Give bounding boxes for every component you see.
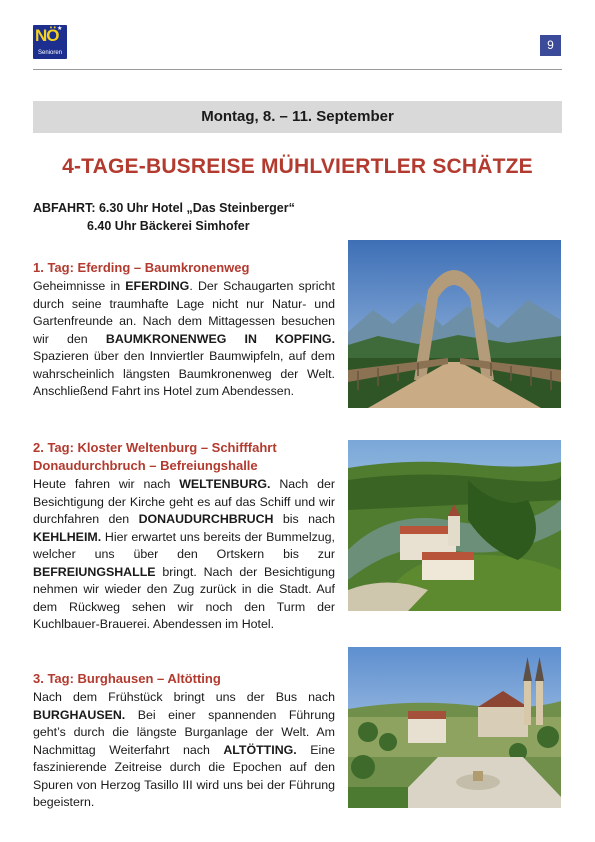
altoetting-town-photo <box>348 647 561 808</box>
text-run: bis nach <box>273 512 336 526</box>
departure-info <box>33 199 295 235</box>
highlighted-place: BAUMKRONENWEG IN KOPFING. <box>105 331 336 346</box>
treetop-walk-photo <box>348 240 561 408</box>
highlighted-place: EFERDING <box>125 279 190 293</box>
day-description <box>33 278 335 401</box>
noe-senioren-logo <box>33 25 67 59</box>
page-title: 4-TAGE-BUSREISE MÜHLVIERTLER SCHÄTZE <box>62 155 533 178</box>
text-run: Hier erwartet uns bereits der Bummelzug, welcher uns über den Ortskern bis zur <box>33 529 335 561</box>
text-run: Nach der Besichtigung der Kirche geht es auf das Schiff und wir durchfahren den <box>33 477 335 526</box>
day-2-section <box>33 439 335 634</box>
text-run: Nach dem Frühstück bringt uns der Bus nach <box>33 690 335 704</box>
departure-line-2: 6.40 Uhr Bäckerei Simhofer <box>87 219 250 233</box>
text-run: Bei einer spannenden Führung geht’s durch die längste Burganlage der Welt. Am Nachmittag Weiterfahrt nach <box>33 707 335 757</box>
text-run: Heute fahren wir nach <box>33 477 180 491</box>
highlighted-place: BEFREIUNGSHALLE <box>33 564 156 579</box>
highlighted-place: DONAUDURCHBRUCH <box>138 512 274 526</box>
header-divider <box>33 69 562 70</box>
logo-subtext: Senioren <box>37 50 63 56</box>
day-1-section <box>33 259 335 401</box>
day-3-section <box>33 670 335 812</box>
day-description <box>33 476 335 634</box>
highlighted-place: KEHLHEIM. <box>33 529 102 544</box>
logo-stars-icon: ★ <box>57 26 63 32</box>
logo-text: NÖ <box>35 26 59 45</box>
text-run: Geheimnisse in <box>33 279 126 293</box>
day-description <box>33 689 335 812</box>
text-run: Spazieren über den Innviertler Baumwipfeln, auf dem wahrscheinlich längsten Baumkronenweg der Welt. Anschließend Fahrt ins Hotel zum Abendessen. <box>33 349 335 398</box>
highlighted-place: WELTENBURG. <box>179 477 271 491</box>
date-band: Montag, 8. – 11. September <box>33 101 562 133</box>
page-number-badge: 9 <box>540 35 561 56</box>
highlighted-place: ALTÖTTING. <box>223 742 297 757</box>
text-run: . Der Schaugarten spricht durch seine traumhafte Lage nicht nur Natur- und Gartenfreunde an. Nach dem Mittagessen besuchen wir den <box>33 279 335 346</box>
text-run: Eine faszinierende Zeitreise durch die Epochen auf den Spuren von Herzog Tasillo III wird uns bei der Führung begeistern. <box>33 742 335 809</box>
weltenburg-monastery-photo <box>348 440 561 611</box>
highlighted-place: BURGHAUSEN. <box>33 707 126 722</box>
day-heading: 1. Tag: Eferding – Baumkronenweg <box>33 260 250 275</box>
day-heading: 3. Tag: Burghausen – Altötting <box>33 671 221 686</box>
departure-line-1: ABFAHRT: 6.30 Uhr Hotel „Das Steinberger“ <box>33 201 295 215</box>
text-run: bringt. Nach der Besichtigung nehmen wir wieder den Zug zurück in die Stadt. Auf dem Rückweg sehen wir noch den Turm der Kuchlbauer-Brauerei. Abendessen im Hotel. <box>33 564 335 631</box>
day-heading: 2. Tag: Kloster Weltenburg – Schifffahrt Donaudurchbruch – Befreiungshalle <box>33 440 277 473</box>
